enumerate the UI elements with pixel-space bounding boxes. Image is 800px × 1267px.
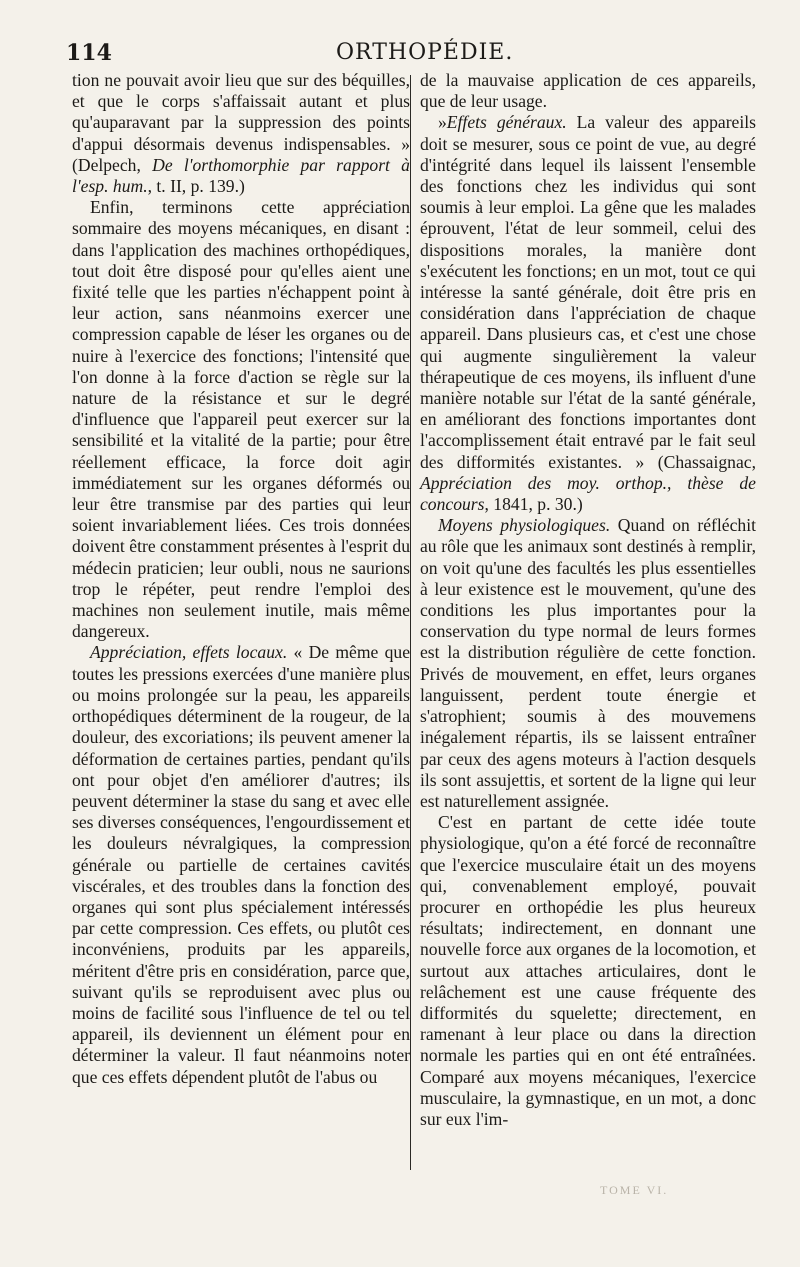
- left-column: [72, 70, 410, 1088]
- section-heading-physiological: Moyens physiologiques.: [438, 515, 611, 536]
- page-number: 114: [66, 40, 112, 66]
- paragraph-summary: Enfin, terminons cette appréciation sommaire des moyens mécaniques, en disant : dans l'application des machines orthopédiques, tout doit être disposé pour qu'elles aient une fixité telle que les parties n'échappent point à leur action, sans néanmoins exercer une compression capable de léser les organes ou de nuire à l'exercice des fonctions; l'intensité que l'on donne à la force d'action se règle sur la nature de la résistance et sur le degré d'influence que l'appareil peut exercer sur la sensibilité et la vitalité de la partie; pour être réellement efficace, la force doit agir immédiatement sur les organes déformés ou leur être transmise par des parties qui leur soient invariablement liées. Ces trois données doivent être constamment présentes à l'esprit du médecin praticien; leur oubli, nous ne saurions trop le répéter, peut rendre l'emploi des machines non seulement inutile, mais même dangereux.: [72, 197, 410, 642]
- paragraph-muscular-exercise: C'est en partant de cette idée toute physiologique, qu'on a été forcé de reconnaître que l'exercice musculaire était un des moyens qui, convenablement employé, pouvait procurer en orthopédie les plus heureux résultats; indirectement, en donnant une nouvelle force aux organes de la locomotion, et surtout aux attaches articulaires, dont le relâchement est une cause fréquente des difformités du squelette; directement, en ramenant à leur place ou dans la direction normale les parties qui en ont été entraînées. Comparé aux moyens mécaniques, l'exercice musculaire, la gymnastique, en un mot, a donc sur eux l'im-: [420, 812, 756, 1129]
- column-divider: [410, 75, 411, 1170]
- paragraph-physiological-means: Moyens physiologiques. Quand on réfléchit au rôle que les animaux sont destinés à remplir, on voit qu'une des facultés les plus essentielles à leur existence est le mouvement, qu'une des conditions les plus importantes pour la conservation du type normal de leurs formes est la distribution régulière de cette fonction. Privés de mouvement, en effet, leurs organes languissent, perdent toute énergie et s'atrophient; soumis à des mouvemens inégalement répartis, ils se laissent entraîner par ceux des agens moteurs à l'action desquels ils sont assujettis, et sortent de la ligne qui leur est naturellement assignée.: [420, 515, 756, 811]
- signature-mark: TOME VI.: [600, 1183, 669, 1197]
- paragraph-general-effects: »Effets généraux. La valeur des appareils doit se mesurer, sous ce point de vue, au degré d'intégrité dans lequel ils laissent l'ensemble des fonctions chez les individus qui sont soumis à leur emploi. La gêne que les malades éprouvent, l'état de leur sommeil, celui des dispositions morales, la manière dont s'exécutent les fonctions; en un mot, tout ce qui intéresse la santé générale, doit être pris en considération dans l'appréciation de chaque appareil. Dans plusieurs cas, et c'est une chose qui augmente singulièrement la valeur thérapeutique de ces moyens, ils influent d'une manière notable sur l'état de la santé générale, en améliorant des fonctions importantes dont l'accomplissement était entravé par le fait seul des difformités existantes. » (Chassaignac, Appréciation des moy. orthop., thèse de concours, 1841, p. 30.): [420, 112, 756, 515]
- paragraph-continued-right: de la mauvaise application de ces appareils, que de leur usage.: [420, 70, 756, 112]
- paragraph-continued: tion ne pouvait avoir lieu que sur des béquilles, et que le corps s'affaissait autant et plus qu'auparavant par la suppression des points d'appui désormais devenus indispensables. » (Delpech, De l'orthomorphie par rapport à l'esp. hum., t. II, p. 139.): [72, 70, 410, 197]
- citation-title: Appréciation des moy. orthop., thèse de concours: [420, 472, 756, 515]
- section-heading-local-effects: Appréciation, effets locaux.: [90, 642, 288, 663]
- right-column: [420, 70, 756, 1130]
- citation-title: De l'orthomorphie par rapport à l'esp. hum.: [72, 154, 410, 197]
- section-heading-general-effects: Effets généraux.: [446, 112, 567, 133]
- paragraph-local-effects: Appréciation, effets locaux. « De même que toutes les pressions exercées d'une manière plus ou moins prolongée sur la peau, les appareils orthopédiques déterminent de la rougeur, de la douleur, des excoriations; ils peuvent amener la déformation de certaines parties, pendant qu'ils ont pour objet d'en améliorer d'autres; ils peuvent déterminer la stase du sang et avec elle ses diverses conséquences, l'engourdissement et les douleurs névralgiques, la compression générale ou partielle de certaines cavités viscérales, et des troubles dans la fonction des organes qui sont plus spécialement intéressés par cette compression. Ces effets, ou plutôt ces inconvéniens, produits par les appareils, méritent d'être pris en considération, parce que, suivant qu'ils se reproduisent avec plus ou moins de facilité sous l'influence de tel ou tel appareil, ils deviennent un élément pour en déterminer la valeur. Il faut néanmoins noter que ces effets dépendent plutôt de l'abus ou: [72, 642, 411, 1087]
- page-header: [66, 36, 756, 70]
- running-head: ORTHOPÉDIE.: [336, 40, 514, 65]
